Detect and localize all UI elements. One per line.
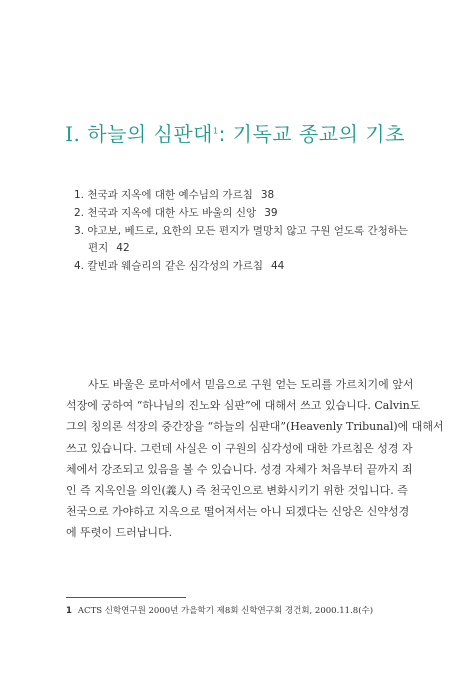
chapter-title-rest: : 기독교 종교의 기초 bbox=[218, 122, 405, 146]
toc-item bbox=[74, 258, 434, 275]
chapter-title bbox=[0, 118, 470, 147]
toc-item bbox=[74, 187, 434, 204]
body-paragraph bbox=[66, 374, 444, 544]
toc-item-continuation bbox=[74, 240, 434, 257]
toc-item bbox=[74, 223, 434, 257]
footnote-number: 1 bbox=[66, 606, 72, 616]
footnote bbox=[66, 604, 426, 616]
toc-item-page: 38 bbox=[260, 189, 275, 201]
toc-item-text: 1. 천국과 지옥에 대한 예수님의 가르침 bbox=[74, 189, 253, 201]
footnote-text: ACTS 신학연구원 2000년 가을학기 제8회 신학연구회 경건회, 2000.11.8(수) bbox=[77, 606, 374, 616]
body-line: 쓰고 있습니다. 그런데 사실은 이 구원의 심각성에 대한 가르침은 성경 자 bbox=[66, 441, 413, 455]
chapter-title-main: 하늘의 심판대 bbox=[87, 122, 213, 146]
toc-item-cont-text: 편지 bbox=[88, 242, 109, 254]
footnote-reference[interactable]: 1 bbox=[212, 126, 219, 136]
toc-item-page: 42 bbox=[116, 242, 130, 254]
footnote-divider bbox=[66, 597, 186, 598]
body-line: 그의 칭의론 석장의 중간장을 “하늘의 심판대”(Heavenly Tribunal)에 대해서 bbox=[66, 420, 444, 434]
body-line: 인 즉 지옥인을 의인(義人) 즉 천국인으로 변화시키기 위한 것입니다. 즉 bbox=[66, 484, 408, 498]
toc-item-text: 4. 칼빈과 웨슬리의 같은 심각성의 가르침 bbox=[74, 260, 263, 272]
toc-item-text: 2. 천국과 지옥에 대한 사도 바울의 신앙 bbox=[74, 207, 257, 219]
body-line: 에 뚜렷이 드러납니다. bbox=[66, 526, 173, 540]
body-line: 천국으로 가야하고 지옥으로 떨어져서는 아니 되겠다는 신앙은 신약성경 bbox=[66, 505, 410, 519]
body-line: 체에서 강조되고 있음을 볼 수 있습니다. 성경 자체가 처음부터 끝까지 죄 bbox=[66, 462, 413, 476]
toc-item-page: 44 bbox=[271, 260, 285, 272]
table-of-contents bbox=[74, 187, 434, 276]
chapter-number: Ⅰ. bbox=[65, 122, 81, 146]
body-line: 석장에 궁하여 “하나님의 진노와 심판”에 대해서 쓰고 있습니다. Calvin도 bbox=[66, 399, 421, 413]
toc-item bbox=[74, 205, 434, 222]
toc-item-page: 39 bbox=[264, 207, 278, 219]
toc-item-text: 3. 야고보, 베드로, 요한의 모든 편지가 멸망치 않고 구원 얻도록 간청하는 bbox=[74, 225, 409, 237]
body-line: 사도 바울은 로마서에서 믿음으로 구원 얻는 도리를 가르치기에 앞서 bbox=[88, 378, 414, 391]
